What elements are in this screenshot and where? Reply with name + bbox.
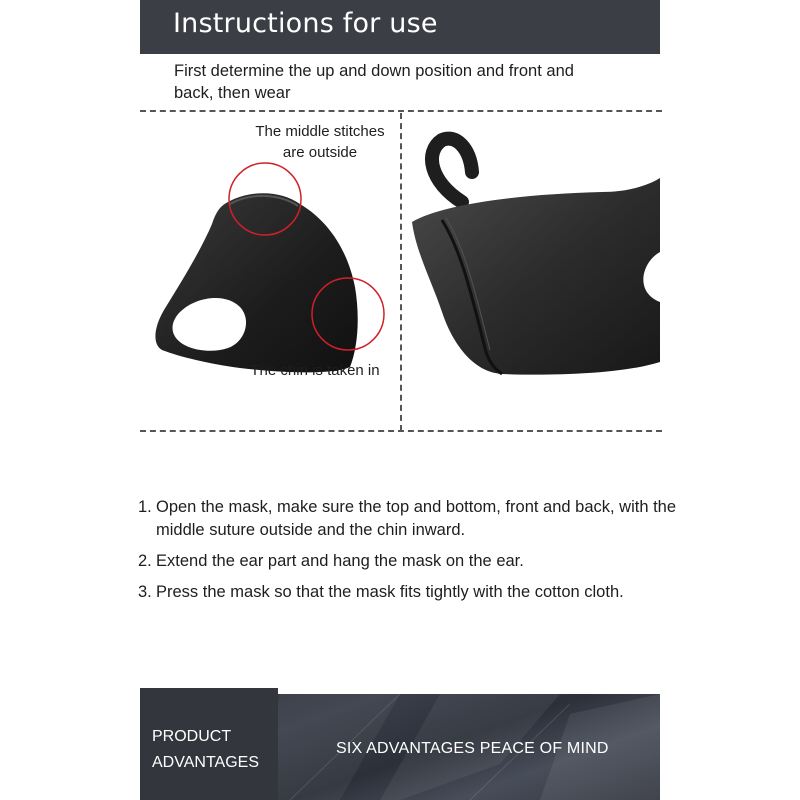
mask-closeup-body — [412, 178, 660, 375]
step-text: Press the mask so that the mask fits tightly with the cotton cloth. — [156, 583, 624, 601]
instruction-subtitle: First determine the up and down position and front and back, then wear — [174, 62, 574, 102]
divider-bottom — [140, 430, 662, 432]
step-text: Extend the ear part and hang the mask on the ear. — [156, 552, 524, 570]
callout-chin: The chin is taken in — [250, 362, 380, 379]
product-advantages-box — [140, 688, 278, 800]
callout-middle-stitches: The middle stitches are outside — [255, 123, 385, 161]
step-number: 3. — [138, 583, 152, 601]
step-item — [138, 496, 698, 542]
product-advantages-label: PRODUCT ADVANTAGES — [152, 728, 259, 771]
step-number: 2. — [138, 552, 152, 570]
mask-closeup-image — [402, 112, 660, 428]
step-item — [138, 581, 698, 604]
page-title: Instructions for use — [173, 8, 438, 39]
step-item — [138, 550, 698, 573]
header-bar — [140, 0, 660, 54]
step-text: Open the mask, make sure the top and bottom, front and back, with the middle suture outside and the chin inward. — [156, 498, 677, 539]
footer-slogan: SIX ADVANTAGES PEACE OF MIND — [336, 740, 609, 757]
step-number: 1. — [138, 498, 152, 516]
steps-list — [138, 496, 698, 612]
